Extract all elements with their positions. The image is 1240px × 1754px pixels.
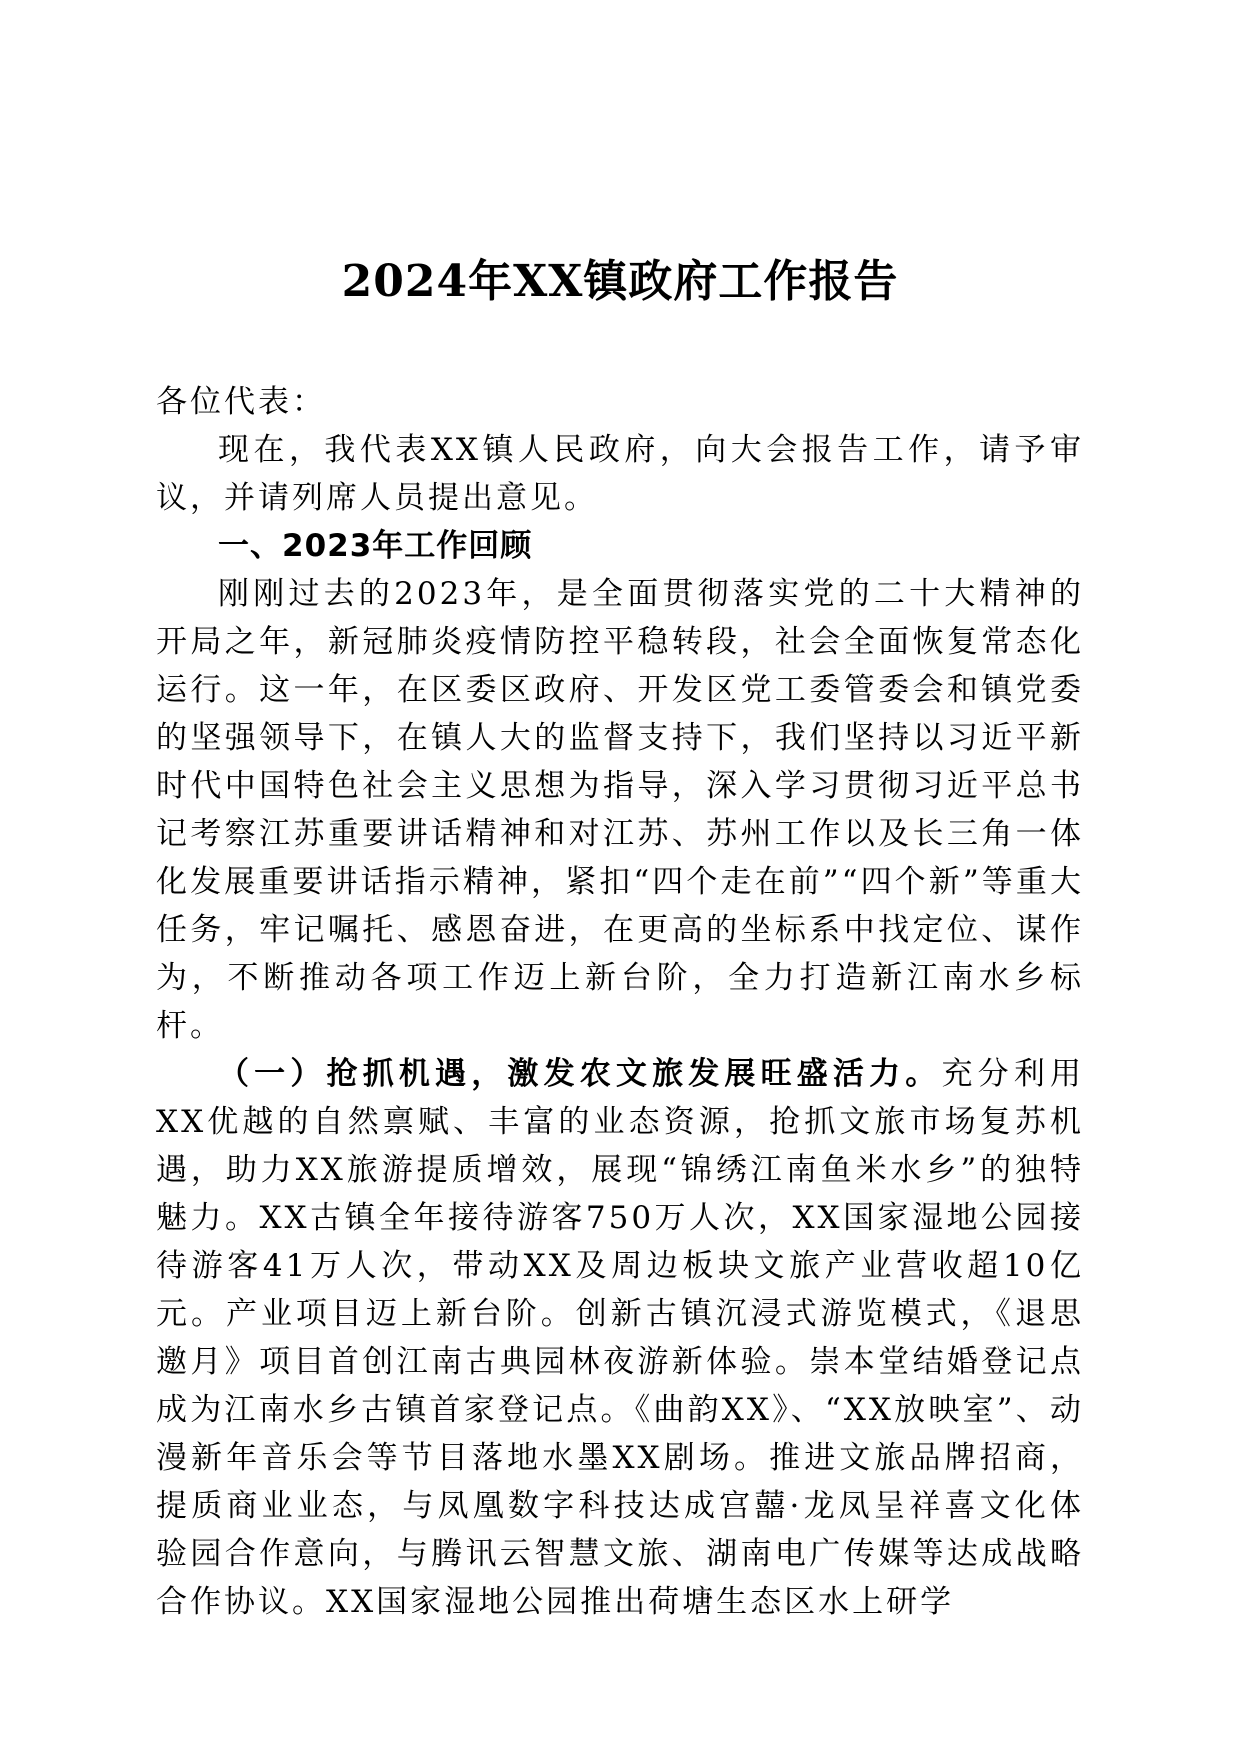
salutation: 各位代表： [156,384,326,420]
subsection-text: 充分利用XX优越的自然禀赋、丰富的业态资源，抢抓文旅市场复苏机遇，助力XX旅游提质增效，展现“锦绣江南鱼米水乡”的独特魅力。XX古镇全年接待游客750万人次，XX国家湿地公园接待游客41万人次，带动XX及周边板块文旅产业营收超10亿元。产业项目迈上新台阶。创新古镇沉浸式游览模式，《退思邀月》项目首创江南古典园林夜游新体验。崇本堂结婚登记点成为江南水乡古镇首家登记点。《曲韵XX》、“XX放映室”、动漫新年音乐会等节目落地水墨XX剧场。推进文旅品牌招商，提质商业业态，与凤凰数字科技达成宫囍·龙凤呈祥喜文化体验园合作意向，与腾讯云智慧文旅、湖南电广传媒等达成战略合作协议。XX国家湿地公园推出荷塘生态区水上研学 [156,1056,1085,1620]
subsection-heading: （一）抢抓机遇，激发农文旅发展旺盛活力。 [218,1056,942,1092]
section-heading: 一、2023年工作回顾 [218,528,533,564]
document-title: 2024年XX镇政府工作报告 [341,256,899,307]
intro-paragraph: 现在，我代表XX镇人民政府，向大会报告工作，请予审议，并请列席人员提出意见。 [156,432,1084,516]
section-paragraph: 刚刚过去的2023年，是全面贯彻落实党的二十大精神的开局之年，新冠肺炎疫情防控平稳转段，社会全面恢复常态化运行。这一年，在区委区政府、开发区党工委管委会和镇党委的坚强领导下，在镇人大的监督支持下，我们坚持以习近平新时代中国特色社会主义思想为指导，深入学习贯彻习近平总书记考察江苏重要讲话精神和对江苏、苏州工作以及长三角一体化发展重要讲话指示精神，紧扣“四个走在前”“四个新”等重大任务，牢记嘱托、感恩奋进，在更高的坐标系中找定位、谋作为，不断推动各项工作迈上新台阶，全力打造新江南水乡标杆。 [156,576,1084,1044]
document-body [156,378,1084,1626]
subsection-paragraph [156,1050,1084,1626]
